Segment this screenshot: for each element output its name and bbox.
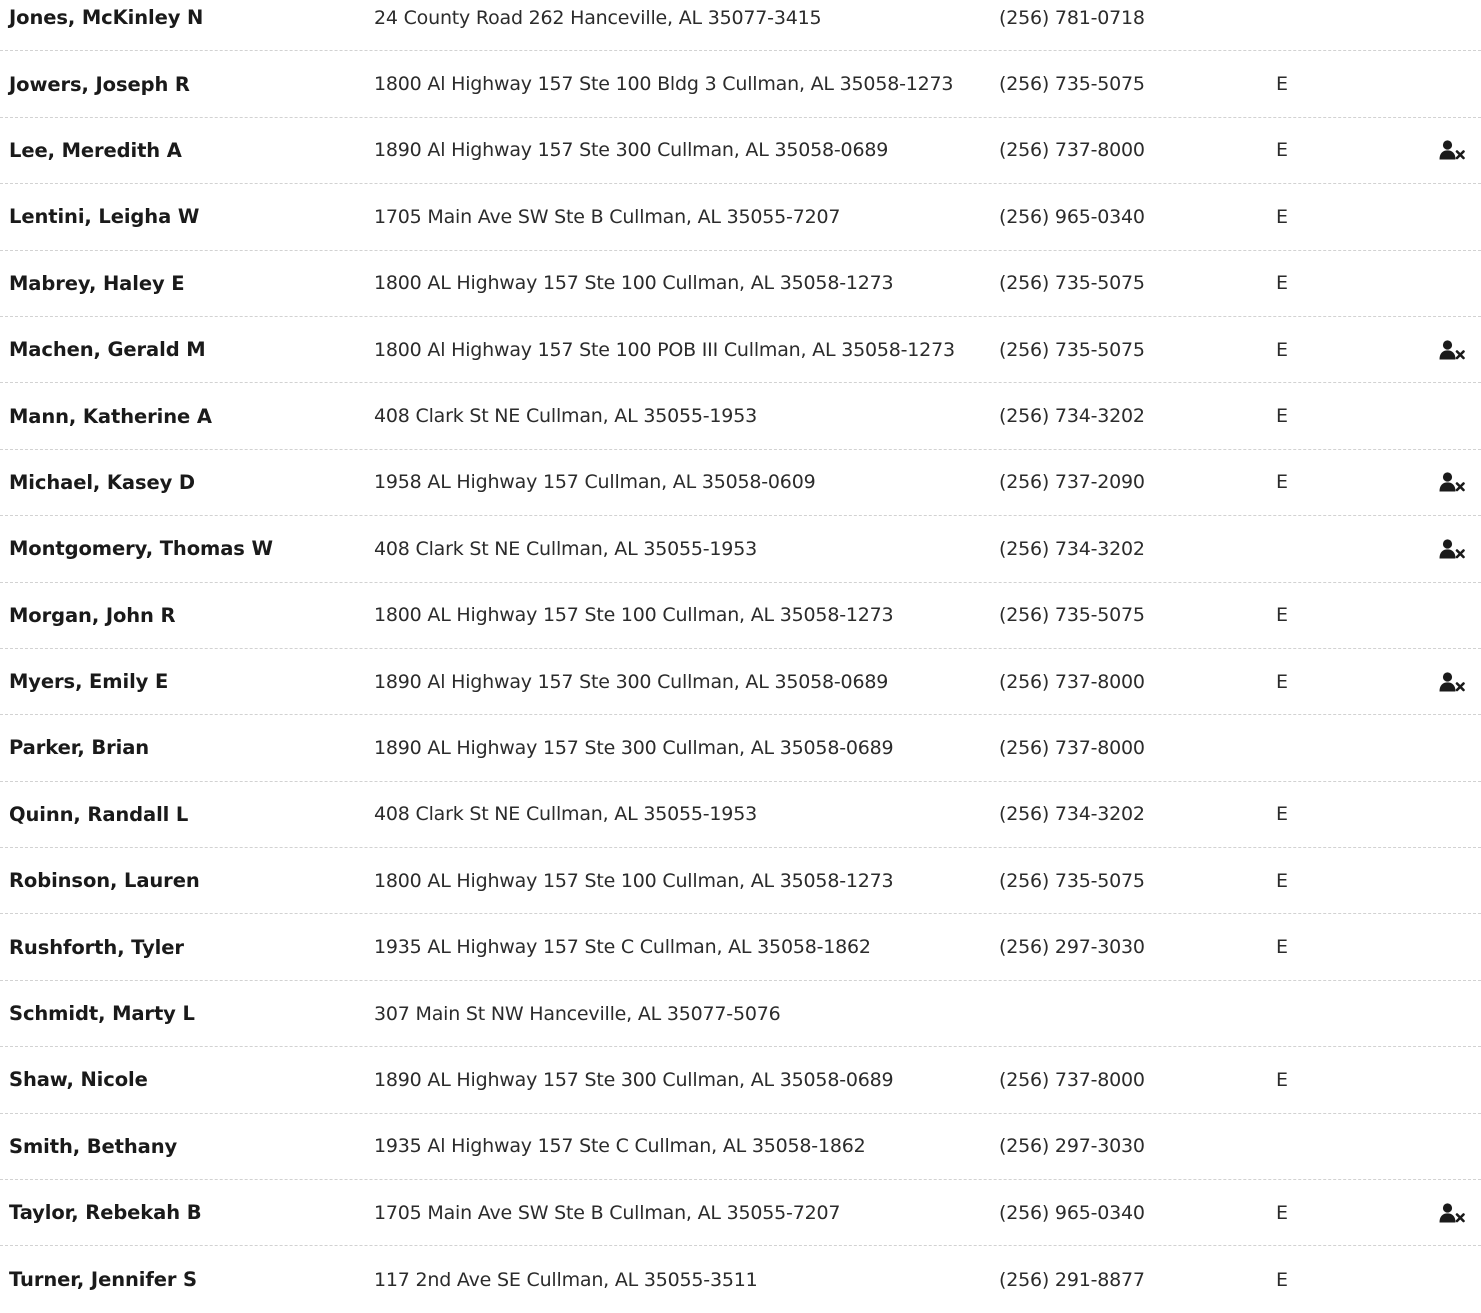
provider-name: Rushforth, Tyler — [9, 935, 184, 959]
provider-name: Lee, Meredith A — [9, 138, 182, 162]
provider-phone: (256) 965-0340 — [999, 205, 1145, 228]
provider-phone: (256) 735-5075 — [999, 73, 1145, 96]
provider-phone: (256) 734-3202 — [999, 803, 1145, 826]
remove-provider-button[interactable] — [1438, 118, 1466, 183]
provider-flag: E — [1276, 936, 1288, 959]
provider-address: 24 County Road 262 Hanceville, AL 35077-3415 — [374, 6, 822, 29]
provider-address: 1800 AL Highway 157 Ste 100 Cullman, AL 35058-1273 — [374, 604, 894, 627]
table-row — [0, 51, 1481, 117]
provider-name: Turner, Jennifer S — [9, 1268, 198, 1292]
table-row — [0, 118, 1481, 184]
provider-flag: E — [1276, 272, 1288, 295]
provider-name: Smith, Bethany — [9, 1134, 178, 1158]
table-row — [0, 981, 1481, 1047]
table-row — [0, 516, 1481, 582]
provider-phone: (256) 737-8000 — [999, 670, 1145, 693]
provider-address: 1800 Al Highway 157 Ste 100 Bldg 3 Cullman, AL 35058-1273 — [374, 73, 954, 96]
provider-address: 1890 AL Highway 157 Ste 300 Cullman, AL 35058-0689 — [374, 736, 894, 759]
provider-address: 408 Clark St NE Cullman, AL 35055-1953 — [374, 803, 757, 826]
provider-name: Jowers, Joseph R — [9, 72, 190, 96]
provider-address: 1800 AL Highway 157 Ste 100 Cullman, AL 35058-1273 — [374, 869, 894, 892]
provider-address: 1958 AL Highway 157 Cullman, AL 35058-0609 — [374, 471, 816, 494]
remove-provider-button[interactable] — [1438, 516, 1466, 581]
remove-provider-button[interactable] — [1438, 1180, 1466, 1245]
provider-phone: (256) 735-5075 — [999, 338, 1145, 361]
provider-name: Montgomery, Thomas W — [9, 537, 273, 561]
user-times-icon — [1439, 472, 1465, 492]
user-times-icon — [1439, 1203, 1465, 1223]
provider-phone: (256) 735-5075 — [999, 869, 1145, 892]
provider-phone: (256) 297-3030 — [999, 936, 1145, 959]
provider-flag: E — [1276, 869, 1288, 892]
table-row — [0, 782, 1481, 848]
table-row — [0, 383, 1481, 449]
user-times-icon — [1439, 140, 1465, 160]
provider-phone: (256) 735-5075 — [999, 272, 1145, 295]
provider-name: Robinson, Lauren — [9, 869, 200, 893]
table-row — [0, 1047, 1481, 1113]
provider-flag: E — [1276, 471, 1288, 494]
remove-provider-button[interactable] — [1438, 317, 1466, 382]
provider-flag: E — [1276, 405, 1288, 428]
provider-address: 307 Main St NW Hanceville, AL 35077-5076 — [374, 1002, 781, 1025]
provider-address: 1935 Al Highway 157 Ste C Cullman, AL 35058-1862 — [374, 1135, 866, 1158]
table-row — [0, 649, 1481, 715]
user-times-icon — [1439, 672, 1465, 692]
provider-name: Shaw, Nicole — [9, 1068, 148, 1092]
provider-phone: (256) 737-8000 — [999, 1068, 1145, 1091]
table-row — [0, 914, 1481, 980]
provider-flag: E — [1276, 1268, 1288, 1291]
provider-address: 1800 AL Highway 157 Ste 100 Cullman, AL 35058-1273 — [374, 272, 894, 295]
provider-address: 117 2nd Ave SE Cullman, AL 35055-3511 — [374, 1268, 758, 1291]
provider-name: Quinn, Randall L — [9, 802, 189, 826]
provider-name: Taylor, Rebekah B — [9, 1201, 202, 1225]
provider-address: 1890 Al Highway 157 Ste 300 Cullman, AL 35058-0689 — [374, 670, 889, 693]
provider-address: 1935 AL Highway 157 Ste C Cullman, AL 35058-1862 — [374, 936, 871, 959]
provider-name: Parker, Brian — [9, 736, 150, 760]
user-times-icon — [1439, 340, 1465, 360]
provider-flag: E — [1276, 205, 1288, 228]
provider-name: Jones, McKinley N — [9, 6, 204, 30]
provider-phone: (256) 781-0718 — [999, 6, 1145, 29]
provider-phone: (256) 297-3030 — [999, 1135, 1145, 1158]
provider-flag: E — [1276, 139, 1288, 162]
provider-flag: E — [1276, 338, 1288, 361]
provider-phone: (256) 734-3202 — [999, 537, 1145, 560]
user-times-icon — [1439, 539, 1465, 559]
provider-address: 408 Clark St NE Cullman, AL 35055-1953 — [374, 405, 757, 428]
provider-address: 1890 AL Highway 157 Ste 300 Cullman, AL 35058-0689 — [374, 1068, 894, 1091]
provider-flag: E — [1276, 604, 1288, 627]
provider-address: 408 Clark St NE Cullman, AL 35055-1953 — [374, 537, 757, 560]
provider-address: 1890 Al Highway 157 Ste 300 Cullman, AL 35058-0689 — [374, 139, 889, 162]
provider-phone: (256) 737-8000 — [999, 736, 1145, 759]
provider-name: Michael, Kasey D — [9, 470, 195, 494]
remove-provider-button[interactable] — [1438, 649, 1466, 714]
provider-flag: E — [1276, 670, 1288, 693]
provider-name: Schmidt, Marty L — [9, 1002, 195, 1026]
provider-phone: (256) 735-5075 — [999, 604, 1145, 627]
provider-flag: E — [1276, 73, 1288, 96]
table-row — [0, 1180, 1481, 1246]
table-row — [0, 251, 1481, 317]
provider-name: Lentini, Leigha W — [9, 205, 200, 229]
provider-flag: E — [1276, 1201, 1288, 1224]
provider-flag: E — [1276, 803, 1288, 826]
provider-phone: (256) 734-3202 — [999, 405, 1145, 428]
provider-address: 1800 Al Highway 157 Ste 100 POB III Cullman, AL 35058-1273 — [374, 338, 955, 361]
provider-phone: (256) 737-8000 — [999, 139, 1145, 162]
provider-address: 1705 Main Ave SW Ste B Cullman, AL 35055-7207 — [374, 205, 841, 228]
table-row — [0, 450, 1481, 516]
table-row — [0, 848, 1481, 914]
provider-name: Machen, Gerald M — [9, 338, 206, 362]
table-row — [0, 1246, 1481, 1312]
provider-name: Morgan, John R — [9, 603, 176, 627]
remove-provider-button[interactable] — [1438, 450, 1466, 515]
provider-phone: (256) 291-8877 — [999, 1268, 1145, 1291]
table-row — [0, 583, 1481, 649]
table-row — [0, 715, 1481, 781]
provider-phone: (256) 965-0340 — [999, 1201, 1145, 1224]
table-row — [0, 184, 1481, 250]
provider-name: Mann, Katherine A — [9, 404, 212, 428]
provider-name: Mabrey, Haley E — [9, 271, 185, 295]
table-row — [0, 1114, 1481, 1180]
provider-flag: E — [1276, 1068, 1288, 1091]
provider-name: Myers, Emily E — [9, 670, 169, 694]
provider-address: 1705 Main Ave SW Ste B Cullman, AL 35055-7207 — [374, 1201, 841, 1224]
provider-phone: (256) 737-2090 — [999, 471, 1145, 494]
table-row — [0, 0, 1481, 51]
table-row — [0, 317, 1481, 383]
